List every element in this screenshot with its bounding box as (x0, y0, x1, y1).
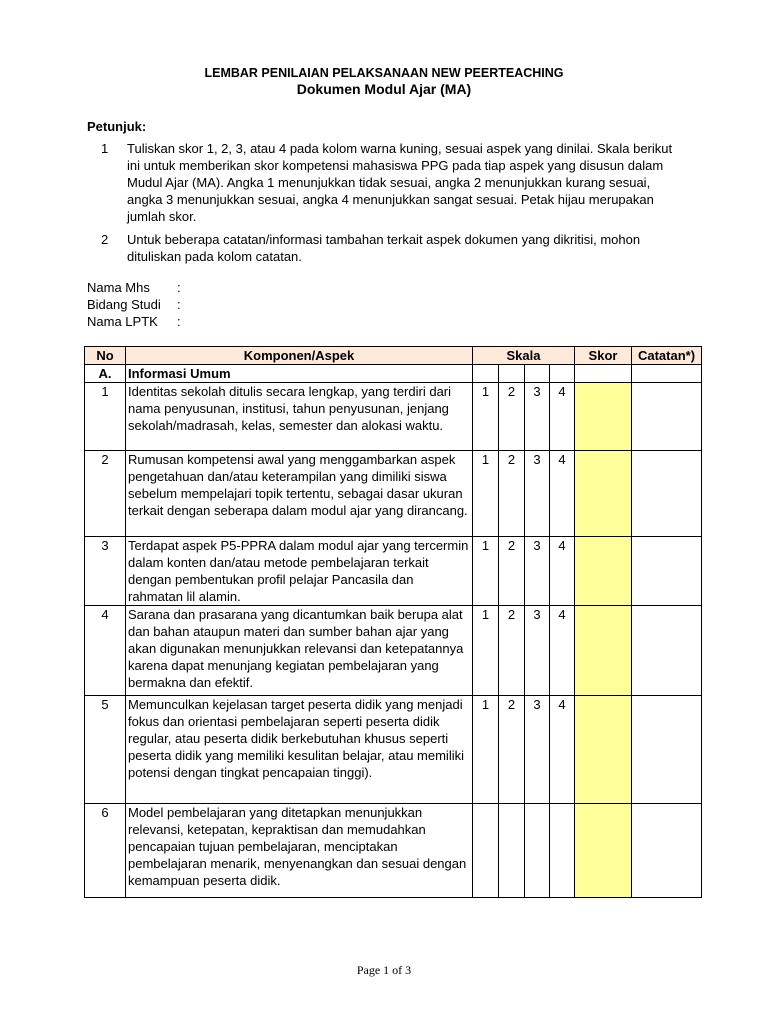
instruction-item (87, 140, 697, 225)
field-nama-lptk (87, 313, 181, 330)
scale-option[interactable]: 2 (499, 451, 525, 537)
row-no: 2 (85, 451, 126, 537)
instruction-text: Untuk beberapa catatan/informasi tambahan terkait aspek dokumen yang dikritisi, mohon dituliskan pada kolom catatan. (127, 232, 641, 264)
header-aspek: Komponen/Aspek (126, 347, 473, 365)
catatan-input[interactable] (632, 383, 702, 451)
scale-option[interactable]: 4 (550, 696, 575, 804)
row-aspek: Sarana dan prasarana yang dicantumkan baik berupa alat dan bahan ataupun materi dan sumber bahan ajar yang akan digunakan menunjukkan relevansi dan ketepatannya karena dapat menunjang kegiatan pembelajaran yang bermakna dan efektif. (126, 606, 473, 696)
catatan-input[interactable] (632, 606, 702, 696)
row-no: 3 (85, 537, 126, 606)
scale-cell (550, 365, 575, 383)
table-row (85, 606, 702, 696)
scale-option[interactable]: 2 (499, 383, 525, 451)
catatan-input[interactable] (632, 537, 702, 606)
scale-option[interactable]: 4 (550, 383, 575, 451)
row-aspek: Terdapat aspek P5-PPRA dalam modul ajar yang tercermin dalam konten dan/atau metode pembelajaran terkait dengan pembentukan profil pelajar Pancasila dan rahmatan lil alamin. (126, 537, 473, 606)
row-no: 1 (85, 383, 126, 451)
scale-option[interactable]: 3 (525, 451, 550, 537)
field-label: Nama LPTK (87, 314, 158, 329)
scale-option[interactable]: 1 (473, 451, 499, 537)
scale-option[interactable]: 2 (499, 537, 525, 606)
page-number: Page 1 of 3 (356, 963, 412, 977)
skor-input[interactable] (575, 537, 632, 606)
scale-cell (473, 365, 499, 383)
scale-option[interactable]: 4 (550, 537, 575, 606)
header-skala: Skala (473, 347, 575, 365)
header-catatan: Catatan*) (632, 347, 702, 365)
table-row (85, 696, 702, 804)
row-aspek: Rumusan kompetensi awal yang menggambarkan aspek pengetahuan dan/atau keterampilan yang dimiliki siswa sebelum mempelajari topik tertentu, sebagai dasar ukuran terkait dengan seberapa dalam modul ajar yang dirancang. (126, 451, 473, 537)
scale-option[interactable]: 3 (525, 537, 550, 606)
table-row (85, 537, 702, 606)
catatan-input[interactable] (632, 804, 702, 898)
field-label: Nama Mhs (87, 280, 150, 295)
scale-option[interactable]: 1 (473, 606, 499, 696)
scale-option[interactable] (473, 804, 499, 898)
scale-cell (525, 365, 550, 383)
scale-cell (499, 365, 525, 383)
row-no: 5 (85, 696, 126, 804)
catatan-cell (632, 365, 702, 383)
table-row (85, 383, 702, 451)
scale-option[interactable] (499, 804, 525, 898)
instruction-number: 2 (101, 232, 109, 247)
scale-option[interactable]: 4 (550, 606, 575, 696)
instruction-item (87, 231, 697, 265)
field-label: Bidang Studi (87, 297, 161, 312)
scale-option[interactable]: 2 (499, 606, 525, 696)
category-label: Informasi Umum (126, 365, 473, 383)
skor-input[interactable] (575, 606, 632, 696)
table-row (85, 804, 702, 898)
instruction-number: 1 (101, 141, 109, 156)
scale-option[interactable]: 3 (525, 606, 550, 696)
instructions-label: Petunjuk: (87, 119, 147, 134)
scale-option[interactable]: 2 (499, 696, 525, 804)
catatan-input[interactable] (632, 451, 702, 537)
skor-input[interactable] (575, 451, 632, 537)
scale-option[interactable]: 4 (550, 451, 575, 537)
form-title: LEMBAR PENILAIAN PELAKSANAAN NEW PEERTEACHING (204, 66, 564, 80)
scale-option[interactable]: 3 (525, 696, 550, 804)
table-row (85, 451, 702, 537)
category-no: A. (85, 365, 126, 383)
form-subtitle: Dokumen Modul Ajar (MA) (296, 81, 472, 97)
skor-input[interactable] (575, 696, 632, 804)
row-no: 6 (85, 804, 126, 898)
scale-option[interactable]: 3 (525, 383, 550, 451)
scale-option[interactable] (550, 804, 575, 898)
category-row (85, 365, 702, 383)
field-separator: : (177, 280, 181, 295)
scale-option[interactable]: 1 (473, 383, 499, 451)
row-aspek: Memunculkan kejelasan target peserta didik yang menjadi fokus dan orientasi pembelajaran seperti peserta didik regular, atau peserta didik berkebutuhan khusus seperti peserta didik yang memiliki kesulitan belajar, atau memiliki potensi dengan tingkat pencapaian tinggi). (126, 696, 473, 804)
scale-option[interactable]: 1 (473, 696, 499, 804)
row-aspek: Model pembelajaran yang ditetapkan menunjukkan relevansi, ketepatan, kepraktisan dan memudahkan pencapaian tujuan pembelajaran, menciptakan pembelajaran menarik, menyenangkan dan sesuai dengan kemampuan peserta didik. (126, 804, 473, 898)
row-no: 4 (85, 606, 126, 696)
header-no: No (85, 347, 126, 365)
assessment-table (84, 346, 702, 898)
header-skor: Skor (575, 347, 632, 365)
field-separator: : (177, 297, 181, 312)
catatan-input[interactable] (632, 696, 702, 804)
table-header-row (85, 347, 702, 365)
field-nama-mhs (87, 279, 181, 296)
skor-cell (575, 365, 632, 383)
field-separator: : (177, 314, 181, 329)
skor-input[interactable] (575, 804, 632, 898)
instruction-text: Tuliskan skor 1, 2, 3, atau 4 pada kolom warna kuning, sesuai aspek yang dinilai. Skala berikut ini untuk memberikan skor kompetensi mahasiswa PPG pada tiap aspek yang disusun dalam Mudul Ajar (MA). Angka 1 menunjukkan tidak sesuai, angka 2 menunjukkan kurang sesuai, angka 3 menunjukkan sesuai, angka 4 menunjukkan sangat sesuai. Petak hijau merupakan jumlah skor. (127, 141, 673, 224)
field-bidang-studi (87, 296, 181, 313)
scale-option[interactable] (525, 804, 550, 898)
scale-option[interactable]: 1 (473, 537, 499, 606)
row-aspek: Identitas sekolah ditulis secara lengkap, yang terdiri dari nama penyusunan, institusi, tahun penyusunan, jenjang sekolah/madrasah, kelas, semester dan alokasi waktu. (126, 383, 473, 451)
skor-input[interactable] (575, 383, 632, 451)
